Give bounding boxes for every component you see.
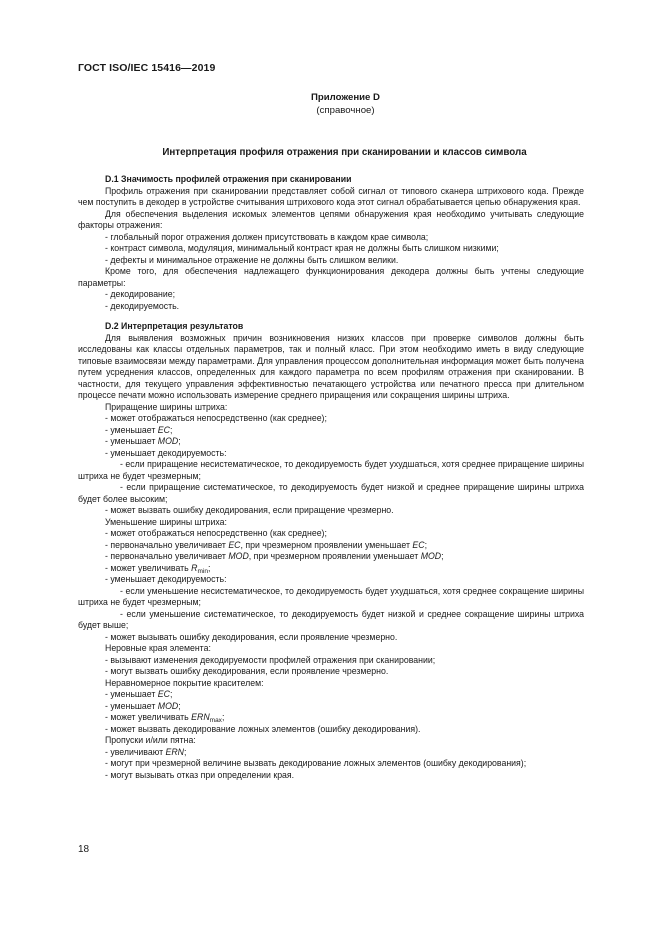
- list-item: [78, 701, 584, 713]
- text-run: , при чрезмерном проявлении уменьшает: [248, 551, 421, 561]
- list-item: - могут вызывать отказ при определении края.: [105, 769, 295, 780]
- list-item: [78, 689, 584, 701]
- paragraph: Кроме того, для обеспечения надлежащего функционирования декодера должны быть учтены следующие параметры:: [78, 266, 584, 288]
- list-item: - может вызывать ошибку декодирования, если проявление чрезмерно.: [105, 631, 398, 642]
- list-item: [78, 540, 584, 552]
- paragraph: Для выявления возможных причин возникновения низких классов при проверке символов должны быть исследованы как классы отдельных параметров, так и полный класс. При этом необходимо иметь в виду следующие типовые взаимосвязи между параметрами. Для управления процессом дополнительная информация может быть получена путем усреднения классов, определенных для каждого параметра по всем профилям отражения при сканировании. В частности, для текущего управления эффективностью печатающего устройства или печатного пресса при длительном процессе печати можно использовать измерение среднего приращения или сокращения ширины штриха.: [78, 332, 584, 400]
- list-item: - может отображаться непосредственно (как среднее);: [105, 413, 327, 423]
- param-subscript: min: [197, 567, 208, 575]
- group-heading: Уменьшение ширины штриха:: [105, 516, 227, 527]
- annex-title: Приложение D: [311, 92, 380, 103]
- param-symbol: EC: [157, 689, 170, 699]
- text-run: ;: [184, 746, 187, 757]
- param-symbol: MOD: [228, 551, 249, 561]
- text-run: ;: [441, 551, 444, 561]
- text-run: ;: [169, 424, 173, 435]
- list-item: - контраст символа, модуляция, минимальный контраст края не должны быть слишком низкими;: [105, 243, 499, 253]
- text-run: ;: [178, 436, 181, 446]
- text-run: - увеличивают: [105, 746, 166, 757]
- sub-list-item: - если приращение систематическое, то декодируемость будет низкой и среднее приращение ширины штриха будет более высоким;: [78, 482, 584, 504]
- text-run: ;: [221, 712, 225, 722]
- param-symbol: MOD: [420, 551, 442, 561]
- text-run: - может увеличивать: [105, 562, 192, 573]
- text-run: - может увеличивать: [105, 712, 192, 722]
- text-run: - первоначально увеличивает: [105, 539, 229, 550]
- text-run: ;: [424, 539, 428, 550]
- list-item: - дефекты и минимальное отражение не должны быть слишком велики.: [105, 254, 399, 265]
- text-run: - уменьшает: [105, 689, 158, 699]
- list-item: [78, 425, 584, 437]
- list-item: [78, 712, 584, 724]
- annex-subtitle: (справочное): [316, 105, 375, 116]
- text-run: - уменьшает: [105, 700, 158, 711]
- text-run: - уменьшает: [105, 436, 158, 446]
- list-item: - могут вызвать ошибку декодирования, если проявление чрезмерно.: [105, 666, 389, 676]
- group-heading: Неравномерное покрытие красителем:: [105, 677, 264, 688]
- param-symbol: ERN: [165, 746, 184, 757]
- standard-code-header: ГОСТ ISO/IEC 15416—2019: [78, 62, 216, 74]
- document-body: [78, 174, 584, 781]
- list-item: - вызывают изменения декодируемости профилей отражения при сканировании;: [105, 654, 436, 665]
- list-item: - уменьшает декодируемость:: [105, 574, 227, 584]
- param-symbol: EC: [412, 539, 425, 550]
- list-item: - может вызвать декодирование ложных элементов (ошибку декодирования).: [105, 723, 421, 734]
- list-item: - глобальный порог отражения должен присутствовать в каждом крае символа;: [105, 231, 429, 242]
- section-heading-d1: D.1 Значимость профилей отражения при сканировании: [105, 174, 352, 184]
- list-item: - может отображаться непосредственно (как среднее);: [105, 528, 327, 538]
- text-run: - уменьшает: [105, 424, 158, 435]
- param-symbol: MOD: [157, 436, 179, 446]
- section-heading-d2: D.2 Интерпретация результатов: [105, 321, 244, 331]
- group-heading: Пропуски и/или пятна:: [105, 735, 196, 745]
- list-item: - уменьшает декодируемость:: [105, 447, 227, 458]
- list-item: [78, 551, 584, 563]
- main-title: Интерпретация профиля отражения при сканировании и классов символа: [162, 147, 527, 158]
- param-symbol: MOD: [157, 700, 179, 711]
- sub-list-item: - если приращение несистематическое, то декодируемость будет ухудшаться, хотя среднее приращение ширины штриха не будет чрезмерным;: [78, 459, 584, 481]
- text-run: - первоначально увеличивает: [105, 551, 229, 561]
- list-item: - декодируемость.: [105, 300, 180, 311]
- param-symbol: EC: [228, 539, 241, 550]
- text-run: ;: [207, 562, 211, 573]
- text-run: ;: [169, 689, 173, 699]
- text-run: ;: [178, 700, 181, 711]
- list-item: [78, 563, 584, 575]
- group-heading: Приращение ширины штриха:: [105, 401, 228, 412]
- page-number: 18: [78, 844, 90, 855]
- group-heading: Неровные края элемента:: [105, 643, 211, 653]
- param-symbol: EC: [157, 424, 170, 435]
- list-item: [78, 436, 584, 448]
- sub-list-item: - если уменьшение систематическое, то декодируемость будет низкой и среднее сокращение ширины штриха будет выше;: [78, 608, 584, 630]
- list-item: - могут при чрезмерной величине вызвать декодирование ложных элементов (ошибку декодирования);: [105, 758, 527, 768]
- paragraph: Для обеспечения выделения искомых элементов цепями обнаружения края необходимо учитывать следующие факторы отражения:: [78, 208, 584, 230]
- list-item: - может вызвать ошибку декодирования, если приращение чрезмерно.: [105, 505, 394, 515]
- text-run: , при чрезмерном проявлении уменьшает: [240, 539, 413, 550]
- list-item: [78, 747, 584, 759]
- paragraph: Профиль отражения при сканировании представляет собой сигнал от типового сканера штрихового кода. Прежде чем поступить в декодер в устройстве считывания штрихового кода этот сигнал обрабатывается цепью обнаружения края.: [78, 185, 584, 207]
- sub-list-item: - если уменьшение несистематическое, то декодируемость будет ухудшаться, хотя среднее сокращение ширины штриха не будет чрезмерным;: [78, 585, 584, 607]
- param-subscript: max: [209, 717, 222, 724]
- list-item: - декодирование;: [105, 289, 176, 299]
- param-symbol: ERN: [191, 712, 210, 722]
- param-symbol: R: [191, 562, 198, 573]
